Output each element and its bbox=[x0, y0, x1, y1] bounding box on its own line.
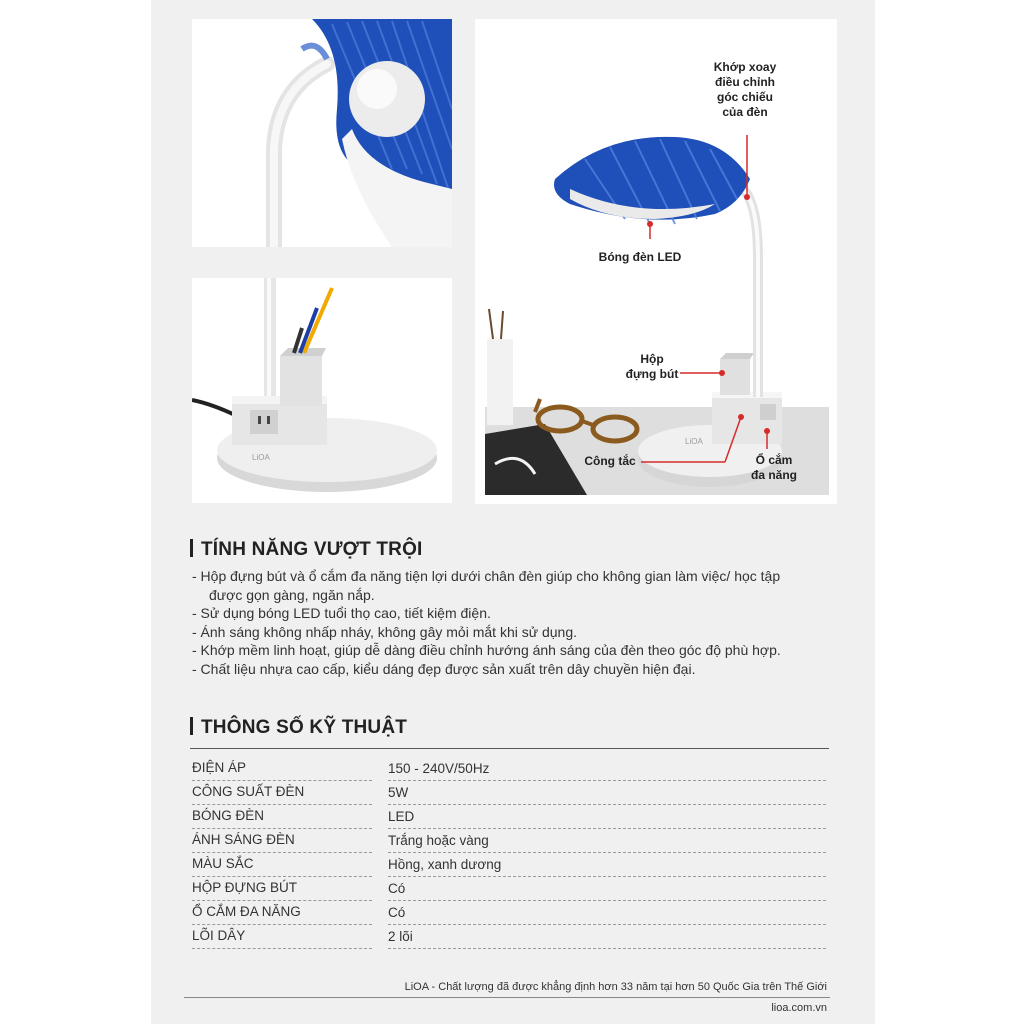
feature-item: được gọn gàng, ngăn nắp. bbox=[209, 586, 375, 603]
spec-row bbox=[192, 805, 826, 829]
spec-value: Có bbox=[388, 881, 406, 896]
callout-pen-box: Hộp đựng bút bbox=[625, 352, 679, 381]
feature-item: - Sử dụng bóng LED tuổi thọ cao, tiết kiệm điện. bbox=[192, 605, 491, 621]
spec-value: Có bbox=[388, 905, 406, 920]
spec-label: BÓNG ĐÈN bbox=[192, 808, 265, 823]
callout-socket: Ổ cắm đa năng bbox=[750, 453, 797, 482]
base-logo: LiOA bbox=[252, 453, 270, 462]
spec-value: Hồng, xanh dương bbox=[388, 857, 502, 872]
lamp-logo: LiOA bbox=[685, 437, 703, 446]
spec-label: CÔNG SUẤT ĐÈN bbox=[192, 784, 305, 799]
spec-label: HỘP ĐỰNG BÚT bbox=[192, 880, 298, 895]
specs-table bbox=[192, 757, 826, 949]
spec-label: MÀU SẮC bbox=[192, 856, 254, 871]
spec-row bbox=[192, 829, 826, 853]
spec-value: Trắng hoặc vàng bbox=[388, 833, 489, 848]
photo-lamp-shade-closeup bbox=[192, 19, 452, 247]
spec-value: 5W bbox=[388, 785, 409, 800]
spec-row bbox=[192, 757, 826, 781]
callout-led-bulb: Bóng đèn LED bbox=[598, 250, 682, 264]
footer-divider bbox=[184, 997, 830, 998]
feature-item: - Khớp mềm linh hoạt, giúp dễ dàng điều chỉnh hướng ánh sáng của đèn theo góc độ phù hợp. bbox=[192, 642, 781, 658]
spec-label: Ổ CẮM ĐA NĂNG bbox=[192, 904, 301, 919]
photo-lamp-base bbox=[192, 278, 452, 503]
title-bar bbox=[190, 717, 193, 735]
spec-row bbox=[192, 877, 826, 901]
spec-label: LÕI DÂY bbox=[192, 928, 246, 943]
spec-label: ĐIỆN ÁP bbox=[192, 760, 247, 775]
features-title: TÍNH NĂNG VƯỢT TRỘI bbox=[190, 539, 423, 561]
feature-item: - Chất liệu nhựa cao cấp, kiểu dáng đẹp được sản xuất trên dây chuyền hiện đại. bbox=[192, 660, 696, 677]
feature-item: - Ánh sáng không nhấp nháy, không gây mỏi mắt khi sử dụng. bbox=[192, 623, 578, 640]
spec-row bbox=[192, 853, 826, 877]
title-bar bbox=[190, 539, 193, 557]
footer-url: lioa.com.vn bbox=[771, 1002, 827, 1014]
spec-value: LED bbox=[388, 809, 415, 824]
specs-divider bbox=[190, 748, 829, 749]
spec-row bbox=[192, 781, 826, 805]
features-list bbox=[192, 567, 852, 678]
footer-tagline: LiOA - Chất lượng đã được khẳng định hơn 33 năm tại hơn 50 Quốc Gia trên Thế Giới bbox=[404, 981, 827, 993]
spec-row bbox=[192, 925, 826, 949]
specs-title: THÔNG SỐ KỸ THUẬT bbox=[190, 717, 407, 739]
callout-swivel-joint: Khớp xoay điều chỉnh góc chiếu của đèn bbox=[713, 60, 777, 119]
spec-value: 2 lõi bbox=[388, 929, 413, 944]
spec-row bbox=[192, 901, 826, 925]
spec-value: 150 - 240V/50Hz bbox=[388, 761, 490, 776]
feature-item: - Hộp đựng bút và ổ cắm đa năng tiện lợi dưới chân đèn giúp cho không gian làm việc/ học tập bbox=[192, 568, 781, 584]
callout-switch: Công tắc bbox=[584, 454, 636, 468]
spec-label: ÁNH SÁNG ĐÈN bbox=[192, 832, 295, 847]
